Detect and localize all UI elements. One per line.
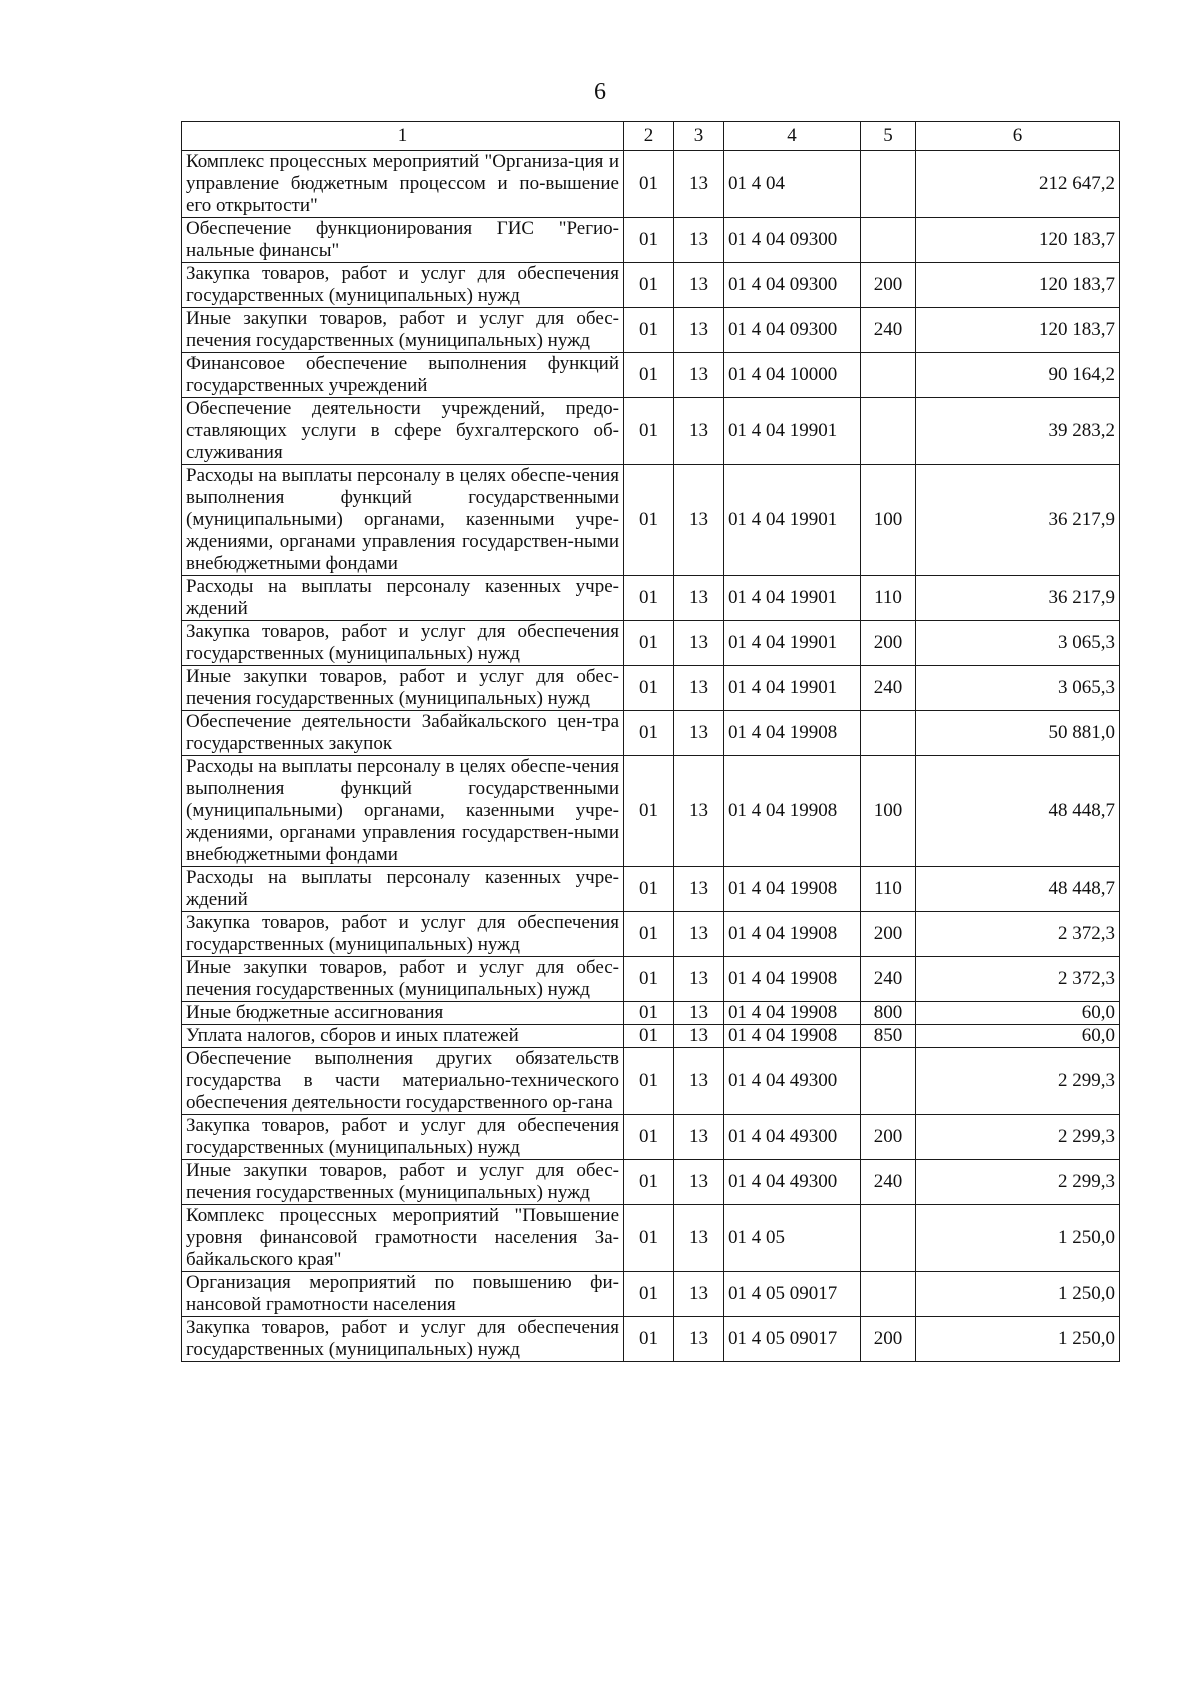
subsection-code-cell: 13: [674, 1115, 724, 1160]
table-row: [182, 398, 1120, 465]
table-row: [182, 576, 1120, 621]
expense-type-cell: 200: [861, 912, 916, 957]
table-row: [182, 1160, 1120, 1205]
table-row: [182, 1272, 1120, 1317]
expense-type-cell: [861, 151, 916, 218]
section-code-cell: 01: [624, 1317, 674, 1362]
subsection-code-cell: 13: [674, 218, 724, 263]
item-name-cell: Закупка товаров, работ и услуг для обеспечения государственных (муниципальных) нужд: [182, 621, 624, 666]
item-name-cell: Обеспечение деятельности Забайкальского цен-тра государственных закупок: [182, 711, 624, 756]
amount-cell: 2 299,3: [916, 1115, 1120, 1160]
target-article-cell: 01 4 05: [724, 1205, 861, 1272]
target-article-cell: 01 4 04 49300: [724, 1048, 861, 1115]
subsection-code-cell: 13: [674, 353, 724, 398]
section-code-cell: 01: [624, 1115, 674, 1160]
expense-type-cell: [861, 1272, 916, 1317]
target-article-cell: 01 4 04 10000: [724, 353, 861, 398]
expense-type-cell: [861, 1205, 916, 1272]
item-name-cell: Финансовое обеспечение выполнения функций государственных учреждений: [182, 353, 624, 398]
table-body: [182, 151, 1120, 1362]
target-article-cell: 01 4 04 19908: [724, 867, 861, 912]
table-row: [182, 711, 1120, 756]
item-name-cell: Закупка товаров, работ и услуг для обеспечения государственных (муниципальных) нужд: [182, 1317, 624, 1362]
column-header: 1: [182, 122, 624, 151]
expense-type-cell: 800: [861, 1002, 916, 1025]
expense-type-cell: [861, 353, 916, 398]
item-name-cell: Иные закупки товаров, работ и услуг для обес-печения государственных (муниципальных) нужд: [182, 957, 624, 1002]
table-row: [182, 1317, 1120, 1362]
target-article-cell: 01 4 04 09300: [724, 308, 861, 353]
section-code-cell: 01: [624, 465, 674, 576]
amount-cell: 2 372,3: [916, 912, 1120, 957]
subsection-code-cell: 13: [674, 912, 724, 957]
amount-cell: 2 299,3: [916, 1160, 1120, 1205]
amount-cell: 2 299,3: [916, 1048, 1120, 1115]
expense-type-cell: [861, 398, 916, 465]
section-code-cell: 01: [624, 621, 674, 666]
amount-cell: 120 183,7: [916, 218, 1120, 263]
subsection-code-cell: 13: [674, 957, 724, 1002]
section-code-cell: 01: [624, 398, 674, 465]
section-code-cell: 01: [624, 711, 674, 756]
section-code-cell: 01: [624, 308, 674, 353]
subsection-code-cell: 13: [674, 151, 724, 218]
item-name-cell: Организация мероприятий по повышению фи-нансовой грамотности населения: [182, 1272, 624, 1317]
item-name-cell: Обеспечение функционирования ГИС "Регио-нальные финансы": [182, 218, 624, 263]
amount-cell: 60,0: [916, 1025, 1120, 1048]
table-row: [182, 263, 1120, 308]
item-name-cell: Уплата налогов, сборов и иных платежей: [182, 1025, 624, 1048]
target-article-cell: 01 4 04 19901: [724, 465, 861, 576]
section-code-cell: 01: [624, 1272, 674, 1317]
expense-type-cell: 240: [861, 666, 916, 711]
target-article-cell: 01 4 04: [724, 151, 861, 218]
column-header: 5: [861, 122, 916, 151]
table-row: [182, 465, 1120, 576]
expense-type-cell: 110: [861, 576, 916, 621]
amount-cell: 3 065,3: [916, 666, 1120, 711]
section-code-cell: 01: [624, 867, 674, 912]
subsection-code-cell: 13: [674, 1048, 724, 1115]
amount-cell: 1 250,0: [916, 1272, 1120, 1317]
expense-type-cell: 100: [861, 465, 916, 576]
target-article-cell: 01 4 04 19908: [724, 957, 861, 1002]
table-row: [182, 151, 1120, 218]
item-name-cell: Расходы на выплаты персоналу казенных учре-ждений: [182, 867, 624, 912]
table-row: [182, 957, 1120, 1002]
section-code-cell: 01: [624, 756, 674, 867]
item-name-cell: Иные закупки товаров, работ и услуг для обес-печения государственных (муниципальных) нужд: [182, 666, 624, 711]
item-name-cell: Закупка товаров, работ и услуг для обеспечения государственных (муниципальных) нужд: [182, 1115, 624, 1160]
expense-type-cell: [861, 711, 916, 756]
column-header: 6: [916, 122, 1120, 151]
table-row: [182, 1002, 1120, 1025]
subsection-code-cell: 13: [674, 1002, 724, 1025]
table-row: [182, 1205, 1120, 1272]
table-row: [182, 867, 1120, 912]
subsection-code-cell: 13: [674, 711, 724, 756]
expense-type-cell: 240: [861, 308, 916, 353]
section-code-cell: 01: [624, 218, 674, 263]
subsection-code-cell: 13: [674, 1160, 724, 1205]
section-code-cell: 01: [624, 1048, 674, 1115]
expense-type-cell: 200: [861, 263, 916, 308]
target-article-cell: 01 4 05 09017: [724, 1317, 861, 1362]
amount-cell: 50 881,0: [916, 711, 1120, 756]
subsection-code-cell: 13: [674, 867, 724, 912]
amount-cell: 48 448,7: [916, 756, 1120, 867]
table-row: [182, 756, 1120, 867]
item-name-cell: Иные закупки товаров, работ и услуг для обес-печения государственных (муниципальных) нужд: [182, 308, 624, 353]
table-row: [182, 308, 1120, 353]
item-name-cell: Расходы на выплаты персоналу в целях обеспе-чения выполнения функций государственными (муниципальными) органами, казенными учре-ждениями, органами управления государствен-ными внебюджетными фондами: [182, 465, 624, 576]
amount-cell: 2 372,3: [916, 957, 1120, 1002]
item-name-cell: Закупка товаров, работ и услуг для обеспечения государственных (муниципальных) нужд: [182, 263, 624, 308]
table-row: [182, 912, 1120, 957]
header-row: [182, 122, 1120, 151]
item-name-cell: Обеспечение выполнения других обязательств государства в части материально-технического обеспечения деятельности государственного ор-гана: [182, 1048, 624, 1115]
target-article-cell: 01 4 04 19908: [724, 1002, 861, 1025]
amount-cell: 90 164,2: [916, 353, 1120, 398]
target-article-cell: 01 4 04 49300: [724, 1115, 861, 1160]
table-row: [182, 621, 1120, 666]
item-name-cell: Закупка товаров, работ и услуг для обеспечения государственных (муниципальных) нужд: [182, 912, 624, 957]
amount-cell: 3 065,3: [916, 621, 1120, 666]
column-header: 3: [674, 122, 724, 151]
amount-cell: 120 183,7: [916, 263, 1120, 308]
target-article-cell: 01 4 04 19901: [724, 666, 861, 711]
item-name-cell: Иные бюджетные ассигнования: [182, 1002, 624, 1025]
section-code-cell: 01: [624, 576, 674, 621]
table-row: [182, 353, 1120, 398]
subsection-code-cell: 13: [674, 756, 724, 867]
expense-type-cell: 200: [861, 1115, 916, 1160]
target-article-cell: 01 4 04 19901: [724, 576, 861, 621]
subsection-code-cell: 13: [674, 263, 724, 308]
amount-cell: 1 250,0: [916, 1317, 1120, 1362]
item-name-cell: Иные закупки товаров, работ и услуг для обес-печения государственных (муниципальных) нужд: [182, 1160, 624, 1205]
target-article-cell: 01 4 04 19908: [724, 1025, 861, 1048]
section-code-cell: 01: [624, 1160, 674, 1205]
expense-type-cell: 110: [861, 867, 916, 912]
expense-type-cell: 850: [861, 1025, 916, 1048]
expense-type-cell: 200: [861, 1317, 916, 1362]
section-code-cell: 01: [624, 1002, 674, 1025]
amount-cell: 39 283,2: [916, 398, 1120, 465]
amount-cell: 120 183,7: [916, 308, 1120, 353]
section-code-cell: 01: [624, 1025, 674, 1048]
expense-type-cell: 200: [861, 621, 916, 666]
table-row: [182, 218, 1120, 263]
table-row: [182, 1115, 1120, 1160]
subsection-code-cell: 13: [674, 398, 724, 465]
column-header: 4: [724, 122, 861, 151]
subsection-code-cell: 13: [674, 621, 724, 666]
target-article-cell: 01 4 04 19908: [724, 756, 861, 867]
target-article-cell: 01 4 05 09017: [724, 1272, 861, 1317]
item-name-cell: Обеспечение деятельности учреждений, предо-ставляющих услуги в сфере бухгалтерского об-служивания: [182, 398, 624, 465]
section-code-cell: 01: [624, 912, 674, 957]
item-name-cell: Расходы на выплаты персоналу казенных учре-ждений: [182, 576, 624, 621]
section-code-cell: 01: [624, 666, 674, 711]
target-article-cell: 01 4 04 19908: [724, 912, 861, 957]
amount-cell: 36 217,9: [916, 576, 1120, 621]
subsection-code-cell: 13: [674, 1025, 724, 1048]
subsection-code-cell: 13: [674, 1317, 724, 1362]
expense-type-cell: [861, 218, 916, 263]
amount-cell: 212 647,2: [916, 151, 1120, 218]
target-article-cell: 01 4 04 09300: [724, 263, 861, 308]
subsection-code-cell: 13: [674, 1272, 724, 1317]
target-article-cell: 01 4 04 19901: [724, 398, 861, 465]
section-code-cell: 01: [624, 1205, 674, 1272]
expense-type-cell: 240: [861, 957, 916, 1002]
amount-cell: 1 250,0: [916, 1205, 1120, 1272]
expense-type-cell: 240: [861, 1160, 916, 1205]
amount-cell: 60,0: [916, 1002, 1120, 1025]
section-code-cell: 01: [624, 263, 674, 308]
target-article-cell: 01 4 04 49300: [724, 1160, 861, 1205]
budget-table: [181, 121, 1120, 1362]
section-code-cell: 01: [624, 353, 674, 398]
section-code-cell: 01: [624, 957, 674, 1002]
subsection-code-cell: 13: [674, 308, 724, 353]
subsection-code-cell: 13: [674, 576, 724, 621]
expense-type-cell: 100: [861, 756, 916, 867]
table-row: [182, 666, 1120, 711]
amount-cell: 36 217,9: [916, 465, 1120, 576]
column-header: 2: [624, 122, 674, 151]
amount-cell: 48 448,7: [916, 867, 1120, 912]
subsection-code-cell: 13: [674, 1205, 724, 1272]
page-number: 6: [594, 79, 606, 105]
table-row: [182, 1025, 1120, 1048]
target-article-cell: 01 4 04 19908: [724, 711, 861, 756]
target-article-cell: 01 4 04 09300: [724, 218, 861, 263]
subsection-code-cell: 13: [674, 465, 724, 576]
expense-type-cell: [861, 1048, 916, 1115]
target-article-cell: 01 4 04 19901: [724, 621, 861, 666]
item-name-cell: Комплекс процессных мероприятий "Организа-ция и управление бюджетным процессом и по-вышение его открытости": [182, 151, 624, 218]
section-code-cell: 01: [624, 151, 674, 218]
subsection-code-cell: 13: [674, 666, 724, 711]
table-row: [182, 1048, 1120, 1115]
item-name-cell: Комплекс процессных мероприятий "Повышение уровня финансовой грамотности населения За-байкальского края": [182, 1205, 624, 1272]
item-name-cell: Расходы на выплаты персоналу в целях обеспе-чения выполнения функций государственными (муниципальными) органами, казенными учре-ждениями, органами управления государствен-ными внебюджетными фондами: [182, 756, 624, 867]
